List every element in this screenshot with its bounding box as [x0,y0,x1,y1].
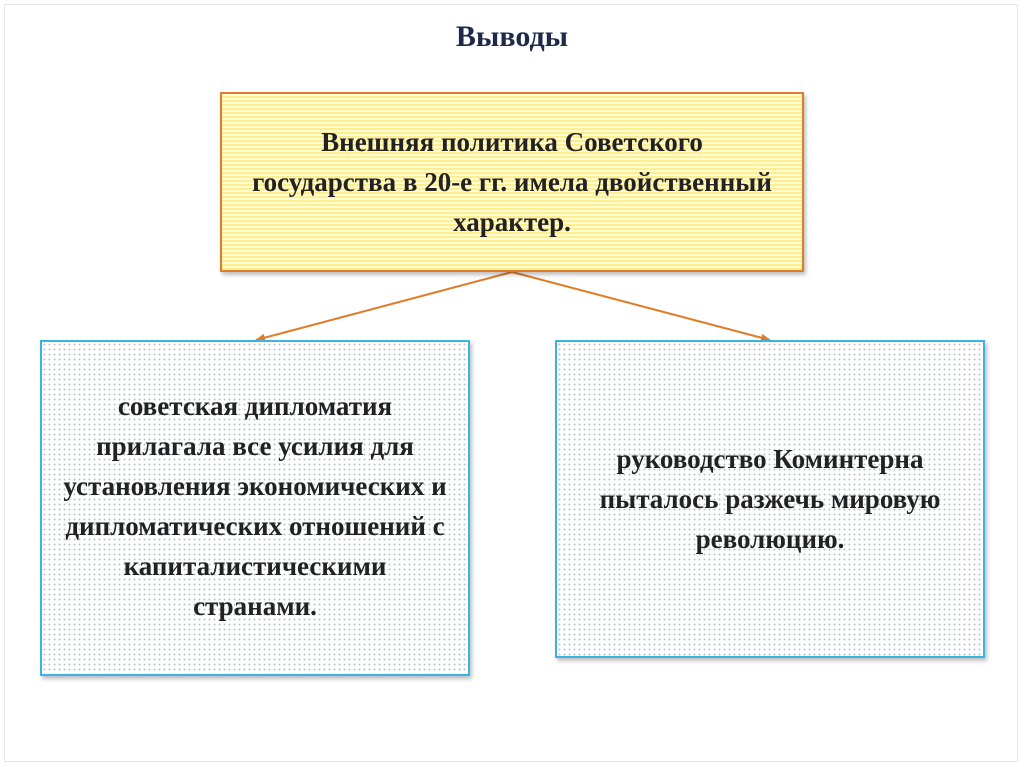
arrow-to-left-box [256,272,512,340]
slide-title: Выводы [455,20,569,53]
comintern-text: руководство Коминтерна пыталось разжечь мировую революцию. [599,444,941,554]
diplomacy-box [40,340,470,676]
main-conclusion-box [220,92,804,272]
comintern-box [555,340,985,658]
main-conclusion-text: Внешняя политика Советского государства в 20-е гг. имела двойственный характер. [252,127,772,237]
arrow-to-right-box [512,272,770,340]
diplomacy-text: советская дипломатия прилагала все усилия для установления экономических и дипломатических отношений с капиталистическими странами. [63,391,447,621]
